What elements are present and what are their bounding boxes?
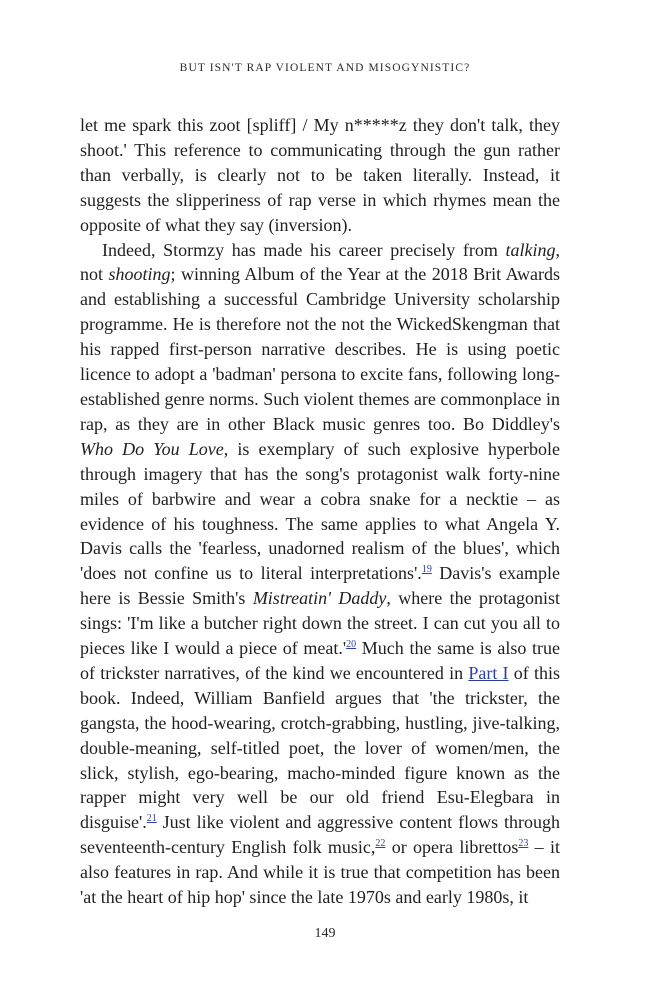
text-run: Just like violent and aggressive content flows through seventeenth-century English folk music, [80,812,560,858]
emphasis: talking [505,239,556,260]
text-run: , where the protagonist sings: 'I'm like a butcher right down the street. I can cut you all to pieces like I would a piece of meat.' [80,588,560,659]
part-i-link[interactable]: Part I [468,662,509,683]
running-head: BUT ISN'T RAP VIOLENT AND MISOGYNISTIC? [179,62,471,74]
page-number: 149 [314,926,336,941]
footnote-ref [147,813,157,824]
footnote-link-22[interactable]: 22 [375,838,386,850]
text-run: Indeed, Stormzy has made his career precisely from [102,239,506,260]
paragraph [80,238,560,910]
song-title: Who Do You Love [80,438,224,459]
footnote-ref [422,564,432,575]
text-run: of this book. Indeed, William Banfield argues that 'the trickster, the gangsta, the hood-wearing, crotch-grabbing, hustling, jive-talking, double-meaning, self-titled poet, the lover of women/men, the slick, stylish, ego-bearing, macho-minded figure known as the rapper might very well be our old friend Esu-Elegbara in disguise'. [80,662,560,833]
text-run: Davis's example here is Bessie Smith's [80,563,560,609]
text-run: , is exemplary of such explosive hyperbole through imagery that has the song's protagonist walk forty-nine miles of barbwire and wear a cobra snake for a necktie – as evidence of his toughness. The same applies to what Angela Y. Davis calls the 'fearless, unadorned realism of the blues', which 'does not confine us to literal interpretations'. [80,438,561,584]
footnote-link-20[interactable]: 20 [346,639,357,651]
footnote-ref [518,838,528,849]
footnote-link-23[interactable]: 23 [518,838,529,850]
emphasis: shooting [108,264,171,285]
body-text [80,113,560,910]
text-run: , not [80,239,560,285]
text-run: Much the same is also true of trickster narratives, of the kind we encountered in [80,638,560,683]
paragraph: let me spark this zoot [spliff] / My n*****z they don't talk, they shoot.' This reference to communicating through the gun rather than verbally, is clearly not to be taken literally. Instead, it suggests the slipperiness of rap verse in which rhymes mean the opposite of what they say (inversion). [80,115,560,235]
footnote-link-19[interactable]: 19 [421,564,432,576]
footnote-ref [375,838,385,849]
text-run: – it also features in rap. And while it is true that competition has been 'at the heart of hip hop' since the late 1970s and early 1980s, it [80,837,560,908]
text-run: or opera librettos [385,837,519,858]
song-title: Mistreatin' Daddy [252,588,387,609]
text-run: ; winning Album of the Year at the 2018 Brit Awards and establishing a successful Cambridge University scholarship programme. He is therefore not the not the WickedSkengman that his rapped first-person narrative describes. He is using poetic licence to adopt a 'badman' persona to excite fans, following long-established genre norms. Such violent themes are commonplace in rap, as they are in other Black music genres too. Bo Diddley's [80,264,560,434]
footnote-link-21[interactable]: 21 [146,813,157,825]
footnote-ref [346,639,356,650]
